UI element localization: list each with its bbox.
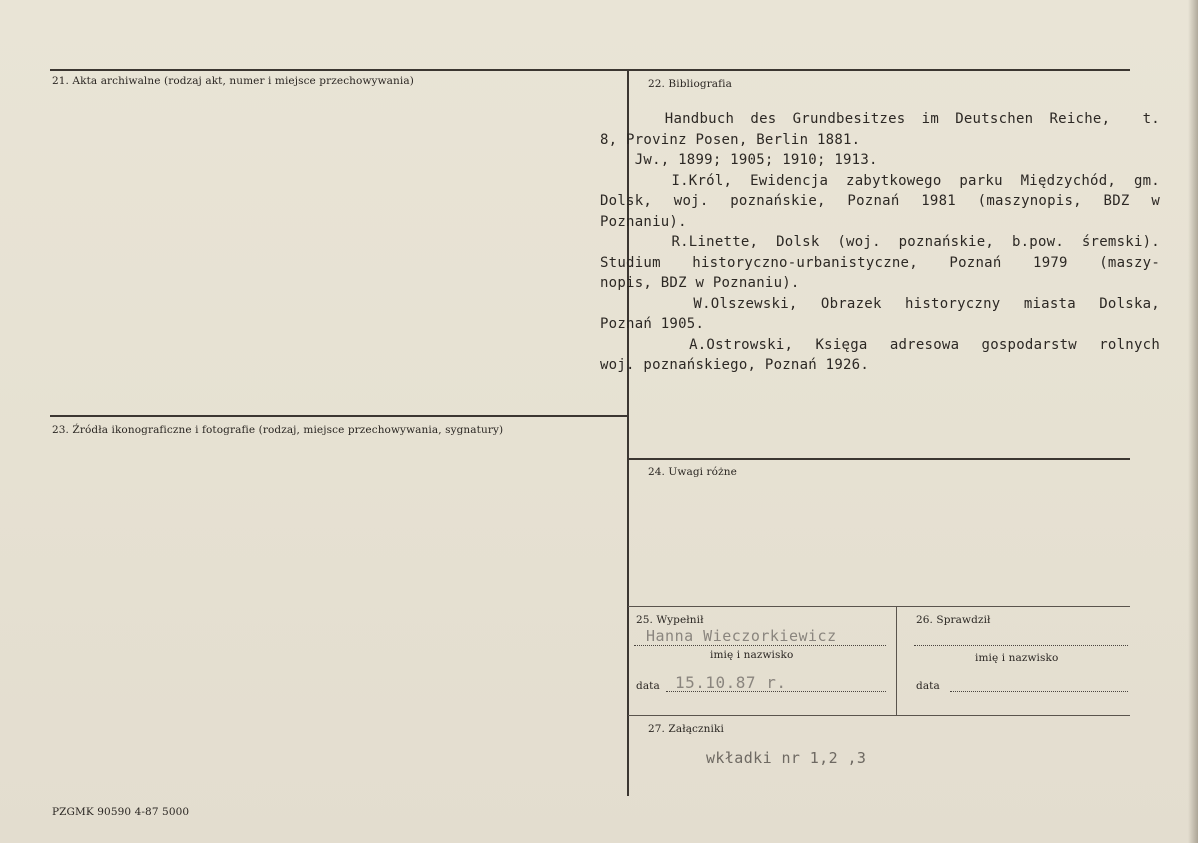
section-24-rule <box>628 458 1130 460</box>
section-24-label: 24. Uwagi różne <box>648 466 737 478</box>
bibliography-text <box>600 109 1160 376</box>
section-25-26-divider <box>896 606 897 716</box>
attachments-value: wkładki nr 1,2 ,3 <box>706 749 867 767</box>
name-line-25 <box>634 645 886 646</box>
bibliography-line: nopis, BDZ w Poznaniu). <box>600 275 800 291</box>
bibliography-line: Poznań 1905. <box>600 316 705 332</box>
bibliography-line: Handbuch des Grundbesitzes im Deutschen Reiche, t. <box>600 111 1160 127</box>
print-code: PZGMK 90590 4-87 5000 <box>52 806 190 818</box>
section-27-rule <box>628 715 1130 716</box>
bibliography-line: Studium historyczno-urbanistyczne, Poznań 1979 (maszy- <box>600 254 1160 271</box>
bibliography-line: W.Olszewski, Obrazek historyczny miasta Dolska, <box>600 295 1160 312</box>
section-23-label: 23. Źródła ikonograficzne i fotografie (rodzaj, miejsce przechowywania, sygnatury) <box>52 424 504 436</box>
top-rule <box>50 69 1130 71</box>
bibliography-line: woj. poznańskiego, Poznań 1926. <box>600 357 870 373</box>
name-line-26 <box>914 645 1128 646</box>
date-line-26 <box>950 691 1128 692</box>
section-23-rule <box>50 415 628 417</box>
name-caption-25: imię i nazwisko <box>710 649 794 661</box>
filled-date: 15.10.87 r. <box>675 673 787 692</box>
bibliography-line: R.Linette, Dolsk (woj. poznańskie, b.pow. śremski). <box>600 234 1160 250</box>
filled-by-name: Hanna Wieczorkiewicz <box>646 627 837 645</box>
date-line-25 <box>666 691 886 692</box>
section-21-label: 21. Akta archiwalne (rodzaj akt, numer i miejsce przechowywania) <box>52 75 414 87</box>
name-caption-26: imię i nazwisko <box>975 652 1059 664</box>
bibliography-line: A.Ostrowski, Księga adresowa gospodarstw rolnych <box>600 336 1160 353</box>
bibliography-line: I.Król, Ewidencja zabytkowego parku Międzychód, gm. <box>600 172 1160 189</box>
bibliography-line: Jw., 1899; 1905; 1910; 1913. <box>600 152 878 168</box>
section-25-label: 25. Wypełnił <box>636 614 704 626</box>
bibliography-line: Dolsk, woj. poznańskie, Poznań 1981 (maszynopis, BDZ w <box>600 193 1160 209</box>
date-label-26: data <box>916 680 940 692</box>
section-25-rule <box>628 606 1130 607</box>
bibliography-line: Poznaniu). <box>600 213 687 230</box>
bibliography-line: 8, Provinz Posen, Berlin 1881. <box>600 131 861 148</box>
date-label-25: data <box>636 680 660 692</box>
page-edge-shadow <box>1188 0 1198 843</box>
section-26-label: 26. Sprawdził <box>916 614 991 626</box>
section-22-label: 22. Bibliografia <box>648 78 732 90</box>
section-27-label: 27. Załączniki <box>648 723 724 735</box>
